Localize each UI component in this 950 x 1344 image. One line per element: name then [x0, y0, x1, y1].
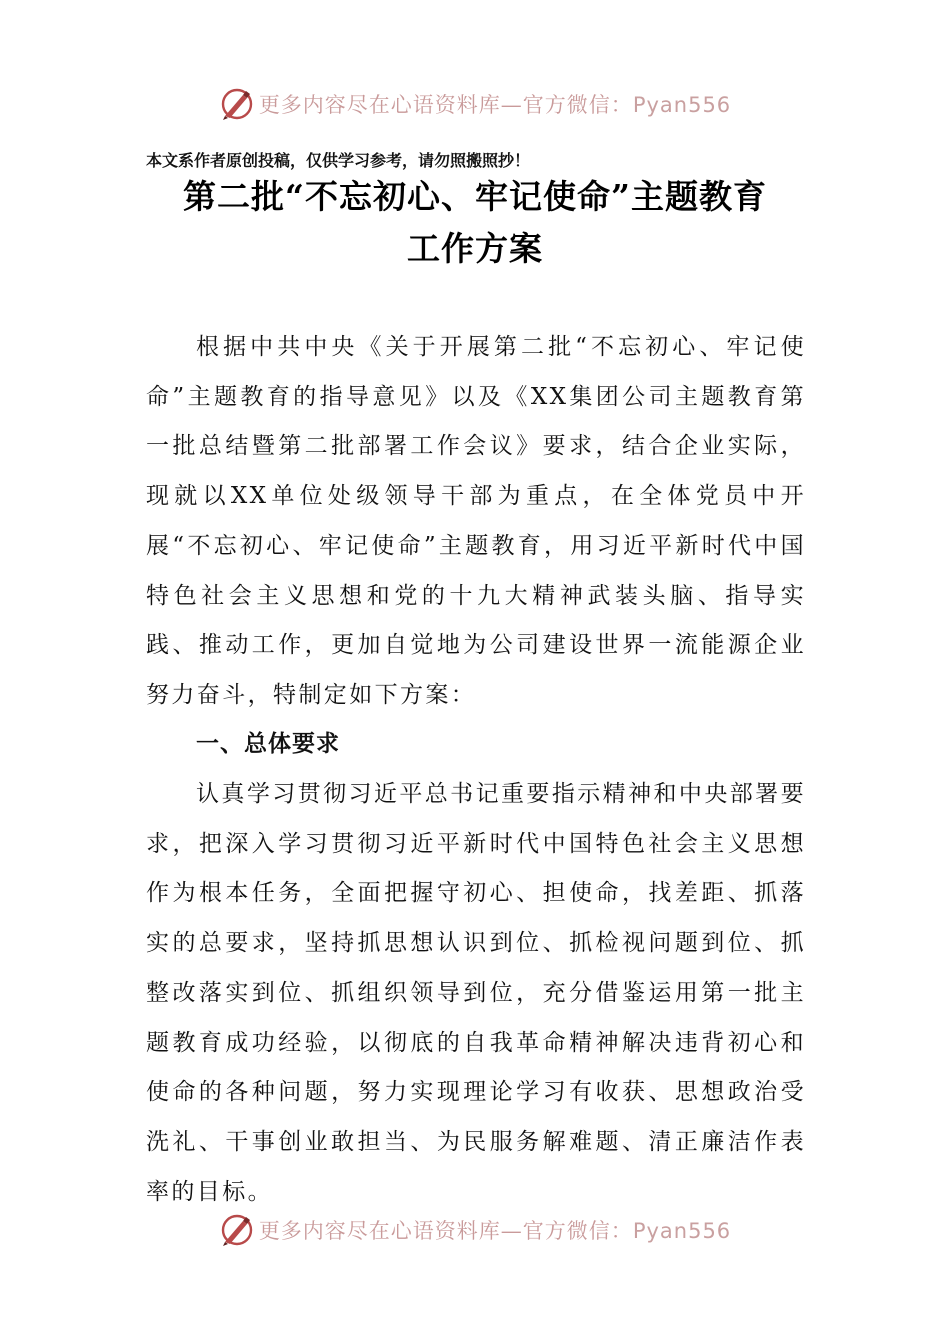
watermark-text: [259, 89, 731, 119]
disclaimer-note: 本文系作者原创投稿，仅供学习参考，请勿照搬照抄！: [146, 151, 531, 170]
document-title-line-2: 工作方案: [407, 229, 543, 268]
document-title-line-1: 第二批“不忘初心、牢记使命”主题教育: [183, 177, 767, 216]
section-heading-general-requirements: 一、总体要求: [196, 731, 340, 757]
intro-paragraph: 根据中共中央《关于开展第二批“不忘初心、牢记使命”主题教育的指导意见》以及《XX集团公司主题教育第一批总结暨第二批部署工作会议》要求，结合企业实际，现就以XX单位处级领导干部为重点，在全体党员中开展“不忘初心、牢记使命”主题教育，用习近平新时代中国特色社会主义思想和党的十九大精神武装头脑、指导实践、推动工作，更加自觉地为公司建设世界一流能源企业努力奋斗，特制定如下方案：: [146, 334, 806, 708]
header-watermark: [0, 84, 950, 124]
watermark-label: 更多内容尽在心语资料库—官方微信：: [258, 1219, 633, 1243]
watermark-wechat-id: Pyan556: [632, 1219, 732, 1243]
watermark-text: [259, 1215, 731, 1245]
pen-logo-icon: [219, 1212, 255, 1248]
general-requirements-paragraph: 认真学习贯彻习近平总书记重要指示精神和中央部署要求，把深入学习贯彻习近平新时代中国特色社会主义思想作为根本任务，全面把握守初心、担使命，找差距、抓落实的总要求，坚持抓思想认识到位、抓检视问题到位、抓整改落实到位、抓组织领导到位，充分借鉴运用第一批主题教育成功经验，以彻底的自我革命精神解决违背初心和使命的各种问题，努力实现理论学习有收获、思想政治受洗礼、干事创业敢担当、为民服务解难题、清正廉洁作表率的目标。: [146, 781, 806, 1205]
watermark-wechat-id: Pyan556: [632, 93, 732, 117]
footer-watermark: [0, 1210, 950, 1250]
pen-logo-icon: [219, 86, 255, 122]
watermark-label: 更多内容尽在心语资料库—官方微信：: [258, 93, 633, 117]
